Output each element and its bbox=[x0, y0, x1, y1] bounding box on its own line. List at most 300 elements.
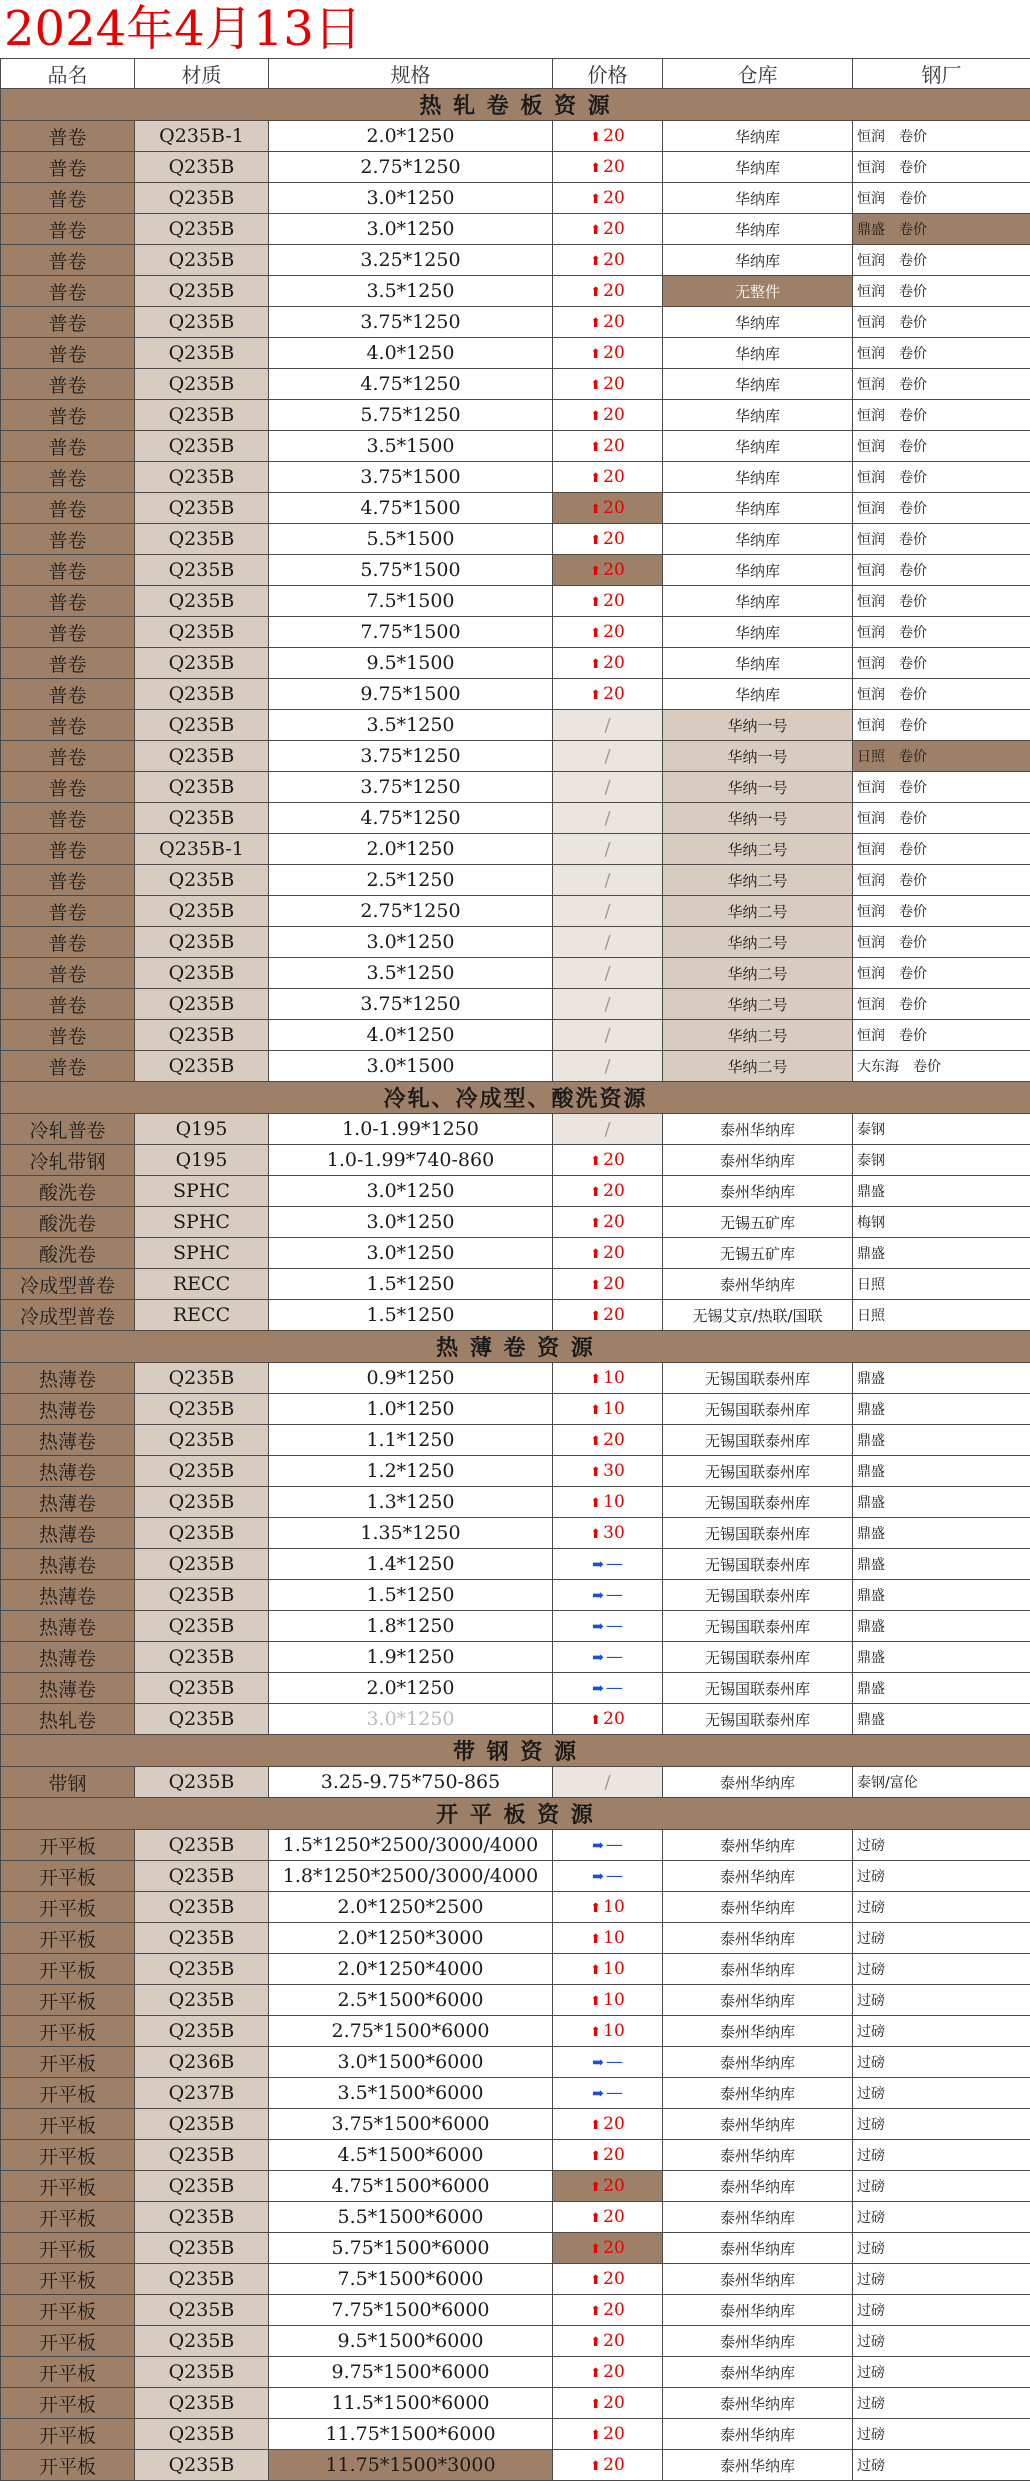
price-basis: 卷价 bbox=[899, 932, 927, 952]
mill-cell bbox=[853, 2264, 1030, 2295]
mill-name: 过磅 bbox=[857, 2303, 885, 2319]
product-name-cell: 普卷 bbox=[1, 772, 135, 803]
price-cell bbox=[553, 245, 663, 276]
arrow-up-icon: ⬆ bbox=[590, 1713, 601, 1728]
price-value: 20 bbox=[603, 250, 625, 270]
mill-cell bbox=[853, 1611, 1030, 1642]
price-cell bbox=[553, 1238, 663, 1269]
mill-cell bbox=[853, 2326, 1030, 2357]
spec-cell: 3.0*1250 bbox=[269, 1176, 553, 1207]
price-value: / bbox=[604, 746, 610, 767]
mill-cell bbox=[853, 865, 1030, 896]
arrow-up-icon: ⬆ bbox=[590, 657, 601, 672]
price-basis: 卷价 bbox=[899, 436, 927, 456]
table-row bbox=[1, 1549, 1030, 1580]
product-name-cell: 普卷 bbox=[1, 493, 135, 524]
table-row bbox=[1, 648, 1030, 679]
mill-cell bbox=[853, 2295, 1030, 2326]
warehouse-cell: 华纳库 bbox=[663, 183, 853, 214]
arrow-up-icon: ⬆ bbox=[590, 1932, 601, 1947]
spec-cell: 9.75*1500*6000 bbox=[269, 2357, 553, 2388]
arrow-up-icon: ⬆ bbox=[590, 1154, 601, 1169]
mill-name: 恒润 bbox=[857, 439, 885, 455]
material-cell: Q235B bbox=[135, 803, 269, 834]
material-cell: Q235B bbox=[135, 2202, 269, 2233]
mill-name: 恒润 bbox=[857, 625, 885, 641]
spec-cell: 1.2*1250 bbox=[269, 1456, 553, 1487]
table-row bbox=[1, 2233, 1030, 2264]
product-name-cell: 开平板 bbox=[1, 2140, 135, 2171]
material-cell: Q235B bbox=[135, 617, 269, 648]
material-cell: Q235B bbox=[135, 586, 269, 617]
price-change bbox=[590, 374, 625, 394]
price-change bbox=[590, 157, 625, 177]
table-row bbox=[1, 2264, 1030, 2295]
mill-name: 恒润 bbox=[857, 563, 885, 579]
mill-name: 日照 bbox=[857, 1277, 885, 1293]
warehouse-cell: 泰州华纳库 bbox=[663, 1145, 853, 1176]
mill-cell bbox=[853, 2450, 1030, 2481]
price-cell bbox=[553, 2388, 663, 2419]
spec-cell: 2.75*1250 bbox=[269, 152, 553, 183]
price-value: / bbox=[604, 808, 610, 829]
price-value: 20 bbox=[603, 405, 625, 425]
price-change bbox=[592, 1678, 623, 1698]
price-value: — bbox=[606, 1647, 623, 1667]
mill-cell bbox=[853, 1394, 1030, 1425]
price-cell bbox=[553, 2233, 663, 2264]
price-value: — bbox=[606, 1554, 623, 1574]
arrow-up-icon: ⬆ bbox=[590, 1434, 601, 1449]
price-change bbox=[590, 684, 625, 704]
price-basis: 卷价 bbox=[899, 1025, 927, 1045]
price-cell bbox=[553, 958, 663, 989]
mill-name: 鼎盛 bbox=[857, 1433, 885, 1449]
table-row bbox=[1, 338, 1030, 369]
product-name-cell: 普卷 bbox=[1, 741, 135, 772]
warehouse-cell: 泰州华纳库 bbox=[663, 2295, 853, 2326]
mill-cell bbox=[853, 1549, 1030, 1580]
material-cell: Q235B bbox=[135, 1580, 269, 1611]
mill-cell bbox=[853, 2078, 1030, 2109]
mill-name: 恒润 bbox=[857, 935, 885, 951]
spec-cell: 9.75*1500 bbox=[269, 679, 553, 710]
price-cell bbox=[553, 276, 663, 307]
price-value: 20 bbox=[603, 622, 625, 642]
table-row bbox=[1, 1642, 1030, 1673]
material-cell: Q235B bbox=[135, 1487, 269, 1518]
table-row bbox=[1, 1269, 1030, 1300]
price-value: 20 bbox=[603, 2207, 625, 2227]
table-row bbox=[1, 493, 1030, 524]
price-cell bbox=[553, 307, 663, 338]
mill-name: 恒润 bbox=[857, 594, 885, 610]
warehouse-cell: 华纳二号 bbox=[663, 896, 853, 927]
table-row bbox=[1, 1487, 1030, 1518]
warehouse-cell: 泰州华纳库 bbox=[663, 2264, 853, 2295]
mill-name: 恒润 bbox=[857, 811, 885, 827]
mill-cell bbox=[853, 183, 1030, 214]
spec-cell: 5.75*1500*6000 bbox=[269, 2233, 553, 2264]
product-name-cell: 开平板 bbox=[1, 2326, 135, 2357]
product-name-cell: 开平板 bbox=[1, 2419, 135, 2450]
warehouse-cell: 泰州华纳库 bbox=[663, 2016, 853, 2047]
table-row bbox=[1, 2140, 1030, 2171]
price-cell bbox=[553, 2264, 663, 2295]
table-row bbox=[1, 896, 1030, 927]
product-name-cell: 普卷 bbox=[1, 803, 135, 834]
table-row bbox=[1, 1704, 1030, 1735]
spec-cell: 1.0*1250 bbox=[269, 1394, 553, 1425]
section-header-row bbox=[1, 89, 1030, 121]
mill-name: 鼎盛 bbox=[857, 1619, 885, 1635]
product-name-cell: 冷成型普卷 bbox=[1, 1269, 135, 1300]
spec-cell: 2.0*1250*2500 bbox=[269, 1892, 553, 1923]
spec-cell: 2.0*1250 bbox=[269, 1673, 553, 1704]
price-cell bbox=[553, 927, 663, 958]
product-name-cell: 开平板 bbox=[1, 1985, 135, 2016]
product-name-cell: 普卷 bbox=[1, 276, 135, 307]
price-value: 20 bbox=[603, 2145, 625, 2165]
price-change bbox=[590, 436, 625, 456]
material-cell: Q235B bbox=[135, 1704, 269, 1735]
mill-name: 恒润 bbox=[857, 284, 885, 300]
arrow-up-icon: ⬆ bbox=[590, 1465, 601, 1480]
spec-cell: 3.5*1250 bbox=[269, 276, 553, 307]
price-cell bbox=[553, 2078, 663, 2109]
mill-name: 恒润 bbox=[857, 377, 885, 393]
table-row bbox=[1, 834, 1030, 865]
warehouse-cell: 无锡国联泰州库 bbox=[663, 1518, 853, 1549]
price-value: 20 bbox=[603, 1150, 625, 1170]
spec-cell: 4.75*1500*6000 bbox=[269, 2171, 553, 2202]
mill-name: 恒润 bbox=[857, 129, 885, 145]
price-cell bbox=[553, 1704, 663, 1735]
arrow-up-icon: ⬆ bbox=[590, 2211, 601, 2226]
product-name-cell: 开平板 bbox=[1, 1830, 135, 1861]
material-cell: SPHC bbox=[135, 1207, 269, 1238]
table-row bbox=[1, 369, 1030, 400]
price-cell bbox=[553, 834, 663, 865]
arrow-up-icon: ⬆ bbox=[590, 471, 601, 486]
material-cell: Q235B bbox=[135, 1549, 269, 1580]
price-slash bbox=[604, 901, 610, 922]
price-value: 10 bbox=[603, 1897, 625, 1917]
mill-name: 恒润 bbox=[857, 470, 885, 486]
section-title: 开 平 板 资 源 bbox=[1, 1798, 1030, 1830]
spec-cell: 3.0*1250 bbox=[269, 1207, 553, 1238]
mill-name: 过磅 bbox=[857, 2055, 885, 2071]
mill-cell bbox=[853, 1456, 1030, 1487]
header-row bbox=[1, 59, 1030, 89]
material-cell: Q235B bbox=[135, 896, 269, 927]
section-title: 带 钢 资 源 bbox=[1, 1735, 1030, 1767]
table-row bbox=[1, 1145, 1030, 1176]
product-name-cell: 普卷 bbox=[1, 338, 135, 369]
table-row bbox=[1, 1176, 1030, 1207]
price-change bbox=[590, 1523, 625, 1543]
mill-name: 恒润 bbox=[857, 532, 885, 548]
price-cell bbox=[553, 369, 663, 400]
mill-name: 鼎盛 bbox=[857, 1495, 885, 1511]
arrow-up-icon: ⬆ bbox=[590, 1496, 601, 1511]
product-name-cell: 开平板 bbox=[1, 1954, 135, 1985]
warehouse-cell: 华纳二号 bbox=[663, 927, 853, 958]
arrow-up-icon: ⬆ bbox=[590, 440, 601, 455]
mill-name: 日照 bbox=[857, 749, 885, 765]
arrow-up-icon: ⬆ bbox=[590, 1994, 601, 2009]
price-value: 20 bbox=[603, 219, 625, 239]
price-value: — bbox=[606, 2083, 623, 2103]
table-row bbox=[1, 803, 1030, 834]
warehouse-cell: 华纳库 bbox=[663, 679, 853, 710]
price-cell bbox=[553, 1580, 663, 1611]
mill-name: 过磅 bbox=[857, 2210, 885, 2226]
warehouse-cell: 泰州华纳库 bbox=[663, 1861, 853, 1892]
price-cell bbox=[553, 1114, 663, 1145]
price-change bbox=[590, 1430, 625, 1450]
mill-cell bbox=[853, 276, 1030, 307]
arrow-right-icon: ➡ bbox=[592, 1650, 604, 1666]
arrow-up-icon: ⬆ bbox=[590, 409, 601, 424]
mill-name: 恒润 bbox=[857, 873, 885, 889]
price-cell bbox=[553, 1394, 663, 1425]
mill-name: 恒润 bbox=[857, 656, 885, 672]
price-basis: 卷价 bbox=[899, 870, 927, 890]
price-cell bbox=[553, 431, 663, 462]
mill-cell bbox=[853, 307, 1030, 338]
material-cell: Q235B bbox=[135, 741, 269, 772]
product-name-cell: 酸洗卷 bbox=[1, 1238, 135, 1269]
arrow-up-icon: ⬆ bbox=[590, 1216, 601, 1231]
product-name-cell: 热薄卷 bbox=[1, 1549, 135, 1580]
mill-cell bbox=[853, 1051, 1030, 1082]
warehouse-cell: 泰州华纳库 bbox=[663, 2326, 853, 2357]
price-value: 20 bbox=[603, 2331, 625, 2351]
price-value: / bbox=[604, 994, 610, 1015]
arrow-up-icon: ⬆ bbox=[590, 1403, 601, 1418]
price-cell bbox=[553, 1549, 663, 1580]
arrow-up-icon: ⬆ bbox=[590, 316, 601, 331]
spec-cell: 5.5*1500 bbox=[269, 524, 553, 555]
mill-cell bbox=[853, 772, 1030, 803]
material-cell: Q235B bbox=[135, 338, 269, 369]
price-value: 10 bbox=[603, 1399, 625, 1419]
mill-cell bbox=[853, 1985, 1030, 2016]
spec-cell: 2.0*1250*3000 bbox=[269, 1923, 553, 1954]
price-value: 20 bbox=[603, 2362, 625, 2382]
warehouse-cell: 华纳库 bbox=[663, 369, 853, 400]
mill-cell bbox=[853, 958, 1030, 989]
spec-cell: 3.0*1250 bbox=[269, 1704, 553, 1735]
arrow-up-icon: ⬆ bbox=[590, 347, 601, 362]
price-cell bbox=[553, 1892, 663, 1923]
arrow-up-icon: ⬆ bbox=[590, 1963, 601, 1978]
price-cell bbox=[553, 2109, 663, 2140]
mill-cell bbox=[853, 431, 1030, 462]
price-cell bbox=[553, 2202, 663, 2233]
warehouse-cell: 华纳二号 bbox=[663, 958, 853, 989]
price-value: 20 bbox=[603, 2176, 625, 2196]
spec-cell: 4.0*1250 bbox=[269, 1020, 553, 1051]
price-basis: 卷价 bbox=[899, 343, 927, 363]
price-value: / bbox=[604, 1772, 610, 1793]
mill-cell bbox=[853, 1830, 1030, 1861]
warehouse-cell: 华纳二号 bbox=[663, 865, 853, 896]
price-basis: 卷价 bbox=[899, 622, 927, 642]
price-cell bbox=[553, 2450, 663, 2481]
mill-name: 泰钢 bbox=[857, 1122, 885, 1138]
product-name-cell: 热薄卷 bbox=[1, 1673, 135, 1704]
price-cell bbox=[553, 1051, 663, 1082]
spec-cell: 3.75*1250 bbox=[269, 307, 553, 338]
mill-cell bbox=[853, 2357, 1030, 2388]
warehouse-cell: 泰州华纳库 bbox=[663, 2171, 853, 2202]
product-name-cell: 普卷 bbox=[1, 834, 135, 865]
mill-name: 泰钢/富伦 bbox=[857, 1775, 918, 1791]
product-name-cell: 酸洗卷 bbox=[1, 1176, 135, 1207]
mill-cell bbox=[853, 1300, 1030, 1331]
product-name-cell: 普卷 bbox=[1, 617, 135, 648]
material-cell: Q235B bbox=[135, 2171, 269, 2202]
warehouse-cell: 无锡国联泰州库 bbox=[663, 1704, 853, 1735]
material-cell: RECC bbox=[135, 1300, 269, 1331]
spec-cell: 1.9*1250 bbox=[269, 1642, 553, 1673]
material-cell: Q235B-1 bbox=[135, 834, 269, 865]
arrow-up-icon: ⬆ bbox=[590, 223, 601, 238]
header-price: 价格 bbox=[553, 59, 663, 89]
spec-cell: 3.0*1500 bbox=[269, 1051, 553, 1082]
spec-cell: 3.25*1250 bbox=[269, 245, 553, 276]
mill-cell bbox=[853, 1580, 1030, 1611]
mill-cell bbox=[853, 2202, 1030, 2233]
product-name-cell: 普卷 bbox=[1, 152, 135, 183]
mill-name: 大东海 bbox=[857, 1059, 899, 1075]
arrow-up-icon: ⬆ bbox=[590, 533, 601, 548]
warehouse-cell: 华纳库 bbox=[663, 586, 853, 617]
warehouse-cell: 泰州华纳库 bbox=[663, 1985, 853, 2016]
spec-cell: 11.75*1500*6000 bbox=[269, 2419, 553, 2450]
price-change bbox=[590, 2331, 625, 2351]
warehouse-cell: 华纳库 bbox=[663, 555, 853, 586]
material-cell: Q235B bbox=[135, 369, 269, 400]
product-name-cell: 开平板 bbox=[1, 2078, 135, 2109]
spec-cell: 4.5*1500*6000 bbox=[269, 2140, 553, 2171]
product-name-cell: 热薄卷 bbox=[1, 1425, 135, 1456]
price-change bbox=[590, 622, 625, 642]
warehouse-cell: 华纳库 bbox=[663, 152, 853, 183]
product-name-cell: 开平板 bbox=[1, 2295, 135, 2326]
mill-name: 鼎盛 bbox=[857, 222, 885, 238]
price-change bbox=[590, 1709, 625, 1729]
price-value: / bbox=[604, 777, 610, 798]
price-slash bbox=[604, 746, 610, 767]
price-cell bbox=[553, 617, 663, 648]
table-row bbox=[1, 1861, 1030, 1892]
price-value: 20 bbox=[603, 1212, 625, 1232]
price-value: 20 bbox=[603, 281, 625, 301]
material-cell: Q235B bbox=[135, 1425, 269, 1456]
price-cell bbox=[553, 1611, 663, 1642]
material-cell: Q235B bbox=[135, 2419, 269, 2450]
product-name-cell: 酸洗卷 bbox=[1, 1207, 135, 1238]
price-cell bbox=[553, 1363, 663, 1394]
spec-cell: 7.5*1500*6000 bbox=[269, 2264, 553, 2295]
price-value: 20 bbox=[603, 2300, 625, 2320]
price-cell bbox=[553, 1176, 663, 1207]
material-cell: Q235B bbox=[135, 1830, 269, 1861]
table-row bbox=[1, 2326, 1030, 2357]
spec-cell: 3.0*1250 bbox=[269, 183, 553, 214]
material-cell: Q235B bbox=[135, 1518, 269, 1549]
table-row bbox=[1, 2202, 1030, 2233]
spec-cell: 2.5*1250 bbox=[269, 865, 553, 896]
mill-name: 过磅 bbox=[857, 2427, 885, 2443]
arrow-up-icon: ⬆ bbox=[590, 2242, 601, 2257]
arrow-right-icon: ➡ bbox=[592, 1838, 604, 1854]
price-cell bbox=[553, 1456, 663, 1487]
price-change bbox=[590, 1990, 625, 2010]
mill-cell bbox=[853, 834, 1030, 865]
spec-cell: 3.0*1250 bbox=[269, 927, 553, 958]
price-change bbox=[592, 1835, 623, 1855]
price-change bbox=[590, 219, 625, 239]
price-change bbox=[590, 2207, 625, 2227]
warehouse-cell: 泰州华纳库 bbox=[663, 1830, 853, 1861]
price-basis: 卷价 bbox=[899, 312, 927, 332]
mill-name: 过磅 bbox=[857, 1900, 885, 1916]
material-cell: Q235B bbox=[135, 152, 269, 183]
price-cell bbox=[553, 1673, 663, 1704]
price-change bbox=[592, 2083, 623, 2103]
spec-cell: 1.0-1.99*1250 bbox=[269, 1114, 553, 1145]
price-cell bbox=[553, 1954, 663, 1985]
table-row bbox=[1, 958, 1030, 989]
material-cell: Q235B bbox=[135, 1923, 269, 1954]
mill-name: 泰钢 bbox=[857, 1153, 885, 1169]
price-value: 10 bbox=[603, 1928, 625, 1948]
mill-cell bbox=[853, 555, 1030, 586]
product-name-cell: 普卷 bbox=[1, 586, 135, 617]
price-cell bbox=[553, 2016, 663, 2047]
table-row bbox=[1, 741, 1030, 772]
price-change bbox=[590, 2393, 625, 2413]
mill-cell bbox=[853, 1923, 1030, 1954]
product-name-cell: 开平板 bbox=[1, 1861, 135, 1892]
price-value: 30 bbox=[603, 1461, 625, 1481]
price-cell bbox=[553, 1923, 663, 1954]
price-cell bbox=[553, 152, 663, 183]
warehouse-cell: 华纳一号 bbox=[663, 741, 853, 772]
price-value: 10 bbox=[603, 1368, 625, 1388]
price-value: 20 bbox=[603, 2393, 625, 2413]
mill-cell bbox=[853, 803, 1030, 834]
material-cell: Q235B bbox=[135, 1861, 269, 1892]
table-row bbox=[1, 214, 1030, 245]
arrow-up-icon: ⬆ bbox=[590, 1278, 601, 1293]
material-cell: Q235B-1 bbox=[135, 121, 269, 152]
arrow-up-icon: ⬆ bbox=[590, 285, 601, 300]
price-change bbox=[592, 1866, 623, 1886]
price-cell bbox=[553, 710, 663, 741]
table-row bbox=[1, 865, 1030, 896]
warehouse-cell: 无锡国联泰州库 bbox=[663, 1487, 853, 1518]
price-slash bbox=[604, 963, 610, 984]
price-value: — bbox=[606, 2052, 623, 2072]
mill-cell bbox=[853, 245, 1030, 276]
table-row bbox=[1, 1767, 1030, 1798]
product-name-cell: 热薄卷 bbox=[1, 1642, 135, 1673]
